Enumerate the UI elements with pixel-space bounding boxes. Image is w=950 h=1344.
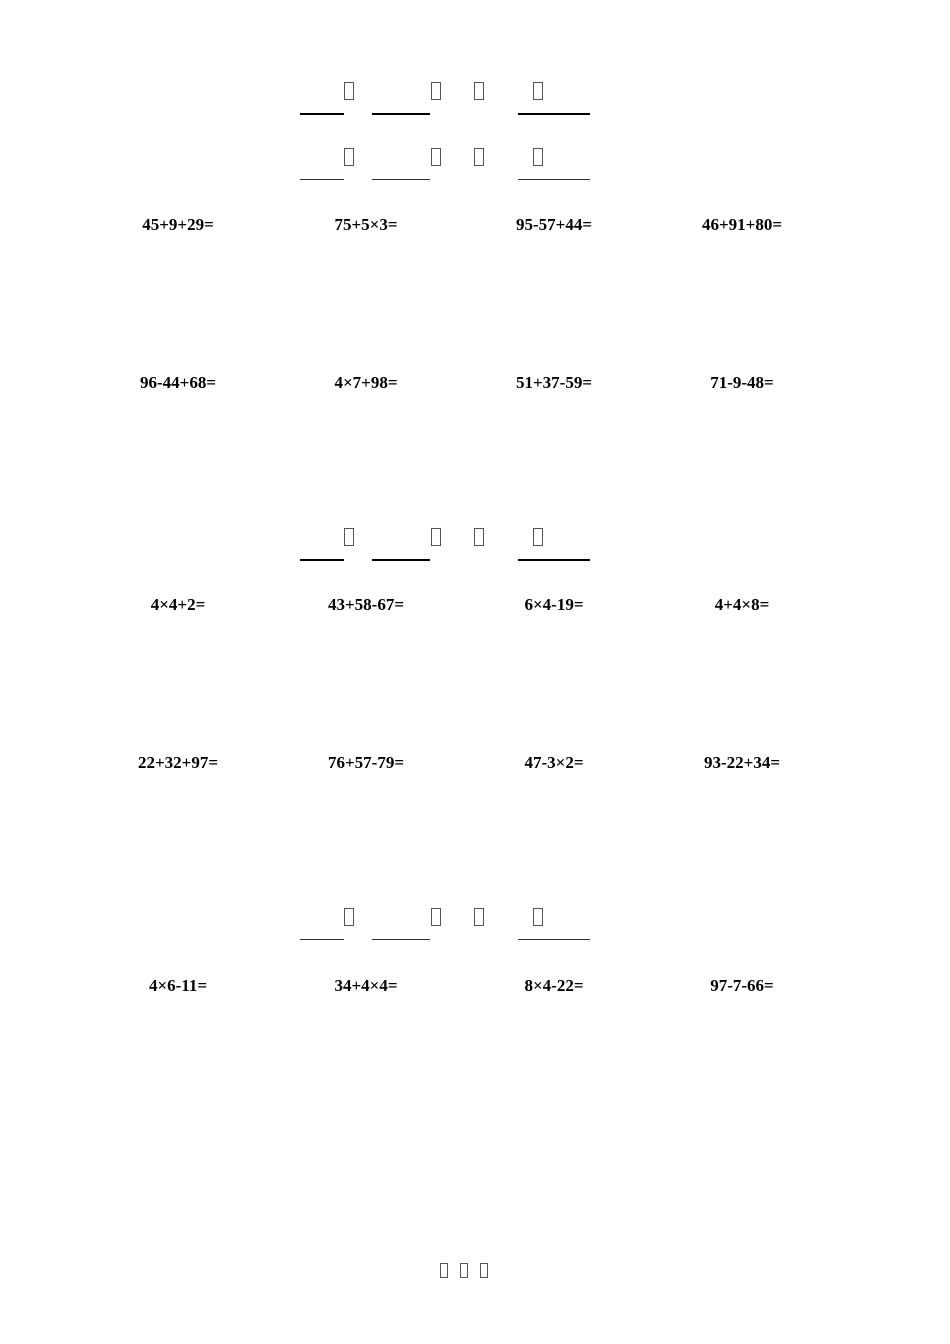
- math-problem: 6×4-19=: [524, 595, 584, 614]
- math-problem: 43+58-67=: [327, 595, 405, 614]
- unrendered-char-icon: [474, 148, 484, 166]
- unrendered-char-icon: [344, 148, 354, 166]
- blank-line: [518, 559, 590, 561]
- math-problem: 97-7-66=: [710, 976, 774, 995]
- math-problem: 34+4×4=: [334, 976, 398, 995]
- math-problem: 95-57+44=: [515, 215, 593, 234]
- math-problem: 4+4×8=: [714, 595, 770, 614]
- unrendered-char-icon: [533, 528, 543, 546]
- unrendered-char-icon: [533, 908, 543, 926]
- blank-line: [300, 179, 344, 180]
- blank-line: [518, 179, 590, 180]
- name-class-header-4: [0, 906, 950, 946]
- unrendered-char-icon: [431, 82, 441, 100]
- math-problem: 4×4+2=: [150, 595, 206, 614]
- page-footer: [0, 1262, 950, 1282]
- math-problem: 76+57-79=: [327, 753, 405, 772]
- unrendered-char-icon: [431, 528, 441, 546]
- problem-row: [0, 974, 950, 998]
- math-problem: 51+37-59=: [515, 373, 593, 392]
- math-problem: 93-22+34=: [703, 753, 781, 772]
- blank-line: [518, 113, 590, 115]
- math-problem: 4×6-11=: [148, 976, 208, 995]
- name-class-header-2: [0, 146, 950, 186]
- math-problem: 71-9-48=: [710, 373, 774, 392]
- unrendered-char-icon: [431, 148, 441, 166]
- unrendered-char-icon: [474, 908, 484, 926]
- math-problem: 4×7+98=: [334, 373, 398, 392]
- name-class-header-1: [0, 78, 950, 118]
- blank-line: [300, 939, 344, 940]
- unrendered-char-icon: [344, 528, 354, 546]
- math-problem: 75+5×3=: [334, 215, 398, 234]
- unrendered-char-icon: [533, 82, 543, 100]
- unrendered-char-icon: [344, 82, 354, 100]
- math-problem: 45+9+29=: [142, 215, 214, 234]
- name-class-header-3: [0, 524, 950, 564]
- unrendered-char-icon: [440, 1263, 448, 1278]
- unrendered-char-icon: [431, 908, 441, 926]
- math-problem: 96-44+68=: [139, 373, 217, 392]
- unrendered-char-icon: [344, 908, 354, 926]
- blank-line: [300, 559, 344, 561]
- math-problem: 8×4-22=: [524, 976, 584, 995]
- math-problem: 47-3×2=: [524, 753, 584, 772]
- unrendered-char-icon: [533, 148, 543, 166]
- blank-line: [372, 113, 430, 115]
- blank-line: [518, 939, 590, 940]
- unrendered-char-icon: [474, 528, 484, 546]
- unrendered-char-icon: [480, 1263, 488, 1278]
- blank-line: [372, 559, 430, 561]
- unrendered-char-icon: [474, 82, 484, 100]
- problem-row: [0, 371, 950, 395]
- problem-row: [0, 593, 950, 617]
- unrendered-char-icon: [460, 1263, 468, 1278]
- math-problem: 46+91+80=: [701, 215, 783, 234]
- blank-line: [372, 179, 430, 180]
- math-problem: 22+32+97=: [137, 753, 219, 772]
- problem-row: [0, 213, 950, 237]
- blank-line: [300, 113, 344, 115]
- problem-row: [0, 751, 950, 775]
- blank-line: [372, 939, 430, 940]
